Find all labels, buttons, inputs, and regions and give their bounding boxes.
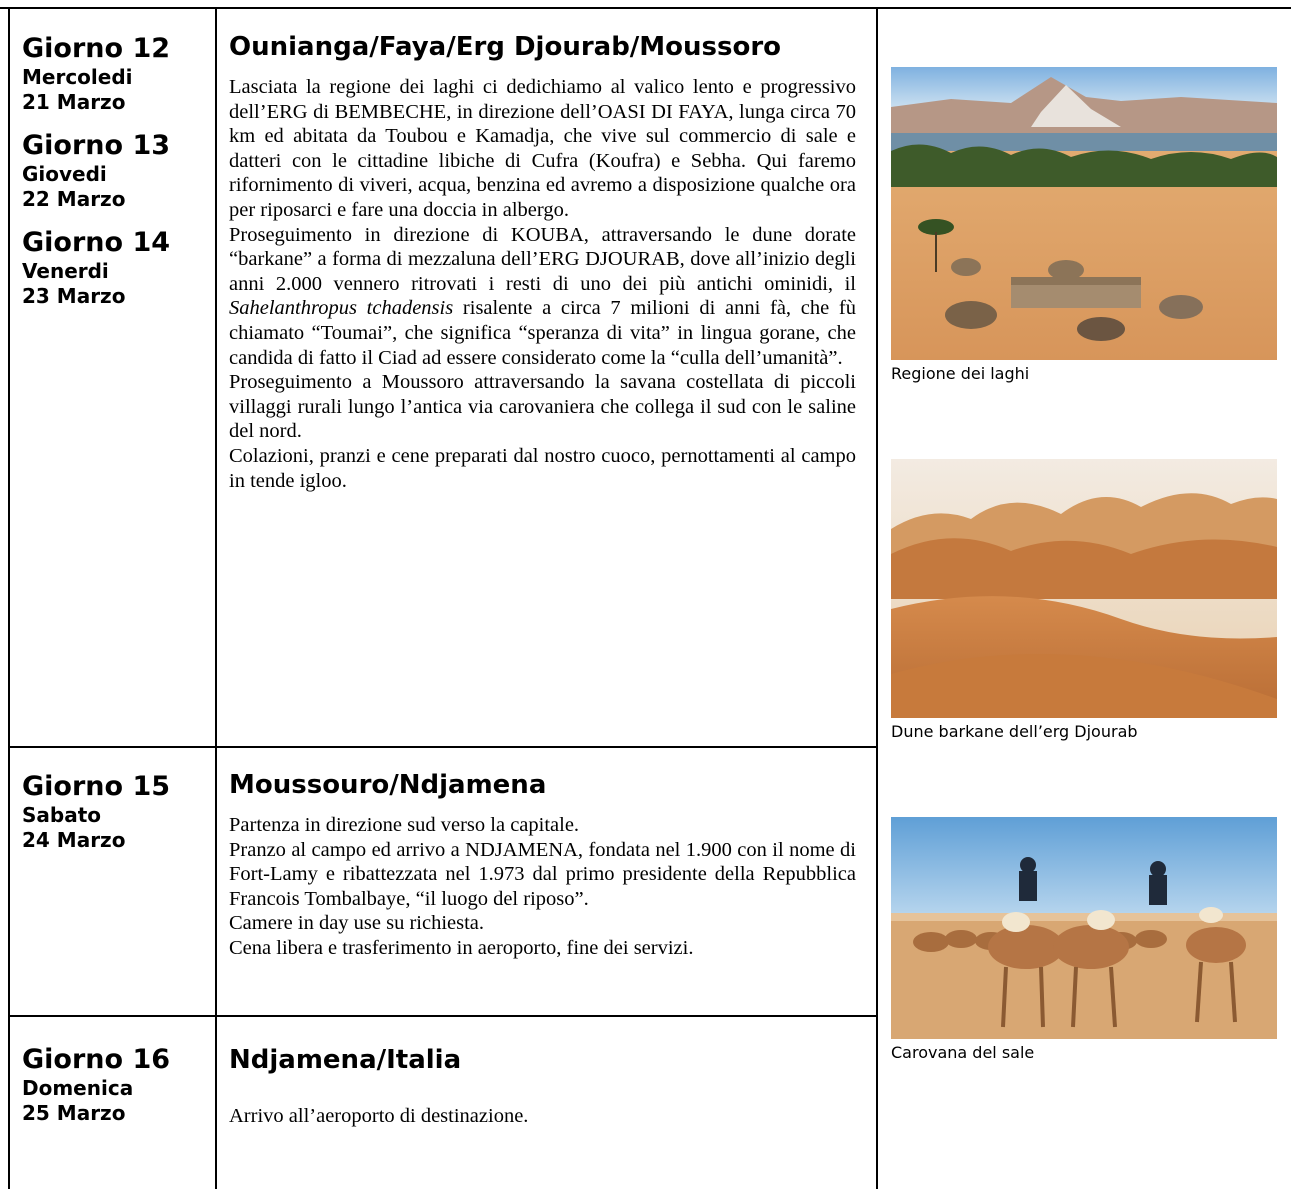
paragraph: Arrivo all’aeroporto di destinazione. bbox=[229, 1105, 529, 1127]
table-row-divider-1 bbox=[8, 746, 878, 748]
section-body bbox=[229, 1104, 856, 1129]
day-weekday: Venerdi bbox=[22, 259, 109, 283]
day-title: Giorno 14 bbox=[22, 227, 171, 258]
day-title: Giorno 13 bbox=[22, 130, 171, 161]
table-left-border bbox=[8, 7, 10, 1189]
day-title: Giorno 15 bbox=[22, 771, 171, 802]
day-title: Giorno 16 bbox=[22, 1044, 171, 1075]
day-weekday: Giovedi bbox=[22, 162, 107, 186]
table-row-divider-2 bbox=[8, 1015, 878, 1017]
paragraph: Cena libera e trasferimento in aeroporto, fine dei servizi. bbox=[229, 936, 694, 959]
day-date: 21 Marzo bbox=[22, 90, 126, 114]
paragraph: Lasciata la regione dei laghi ci dedichiamo al valico lento e progressivo dell’ERG di BEMBECHE, in direzione dell’OASI DI FAYA, lunga circa 70 km ed abitata da Toubou e Kamadja, che vive sul commercio di sale e datteri con le cittadine libiche di Cufra (Koufra) e Sebha. Qui faremo rifornimento di viveri, acqua, benzina ed avremo a disposizione qualche ora per riposarci e fare una doccia in albergo. bbox=[229, 76, 856, 221]
paragraph-text: risalente a circa 7 milioni di anni fà, che fù chiamato “Toumai”, che significa “speranza di vita” in lingua gorane, che candida di fatto il Ciad ad essere considerato come la “culla dell’umanità”. bbox=[229, 297, 856, 369]
day-weekday: Domenica bbox=[22, 1076, 134, 1100]
day-date: 22 Marzo bbox=[22, 187, 126, 211]
day-content-12-14 bbox=[229, 31, 856, 493]
day-cell-12-14 bbox=[22, 32, 202, 309]
day-weekday: Mercoledi bbox=[22, 65, 133, 89]
day-content-16 bbox=[229, 1044, 856, 1129]
paragraph: Proseguimento a Moussoro attraversando la savana costellata di piccoli villaggi rurali lungo l’antica via carovaniera che collega il sud con le saline del nord. bbox=[229, 371, 856, 443]
day-date: 23 Marzo bbox=[22, 284, 126, 308]
table-top-border bbox=[0, 7, 1291, 9]
paragraph-text: Proseguimento in direzione di KOUBA, attraversando le dune dorate “barkane” a forma di mezzaluna dell’ERG DJOURAB, dove all’inizio degli anni 2.000 vennero ritrovati i resti di uno dei più antichi ominidi, il bbox=[229, 223, 856, 295]
species-name: Sahelanthropus tchadensis bbox=[229, 297, 454, 320]
paragraph: Partenza in direzione sud verso la capitale. bbox=[229, 814, 580, 836]
paragraph bbox=[229, 223, 856, 371]
photo-caption: Carovana del sale bbox=[891, 1043, 1035, 1062]
day-date: 24 Marzo bbox=[22, 828, 126, 852]
table-col-divider-2 bbox=[876, 7, 878, 1189]
dunes-photo bbox=[891, 459, 1277, 718]
paragraph: Pranzo al campo ed arrivo a NDJAMENA, fondata nel 1.900 con il nome di Fort-Lamy e ribattezzata nel 1.973 dal primo presidente della Repubblica Francois Tombalbaye, “il luogo del riposo”. bbox=[229, 838, 856, 910]
section-heading: Moussouro/Ndjamena bbox=[229, 770, 547, 800]
photo-caption: Regione dei laghi bbox=[891, 364, 1030, 383]
section-body bbox=[229, 813, 856, 961]
section-body bbox=[229, 75, 856, 493]
day-weekday: Sabato bbox=[22, 803, 102, 827]
table-col-divider-1 bbox=[215, 7, 217, 1189]
photo-caption: Dune barkane dell’erg Djourab bbox=[891, 722, 1138, 741]
camel-caravan-photo bbox=[891, 817, 1277, 1039]
day-cell-16 bbox=[22, 1043, 202, 1126]
desert-lake-photo bbox=[891, 67, 1277, 360]
day-cell-15 bbox=[22, 770, 202, 853]
section-heading: Ounianga/Faya/Erg Djourab/Moussoro bbox=[229, 32, 782, 62]
day-date: 25 Marzo bbox=[22, 1101, 126, 1125]
section-heading: Ndjamena/Italia bbox=[229, 1045, 462, 1075]
paragraph: Camere in day use su richiesta. bbox=[229, 912, 485, 935]
paragraph: Colazioni, pranzi e cene preparati dal nostro cuoco, pernottamenti al campo in tende igloo. bbox=[229, 444, 856, 492]
day-content-15 bbox=[229, 769, 856, 961]
day-title: Giorno 12 bbox=[22, 33, 171, 64]
